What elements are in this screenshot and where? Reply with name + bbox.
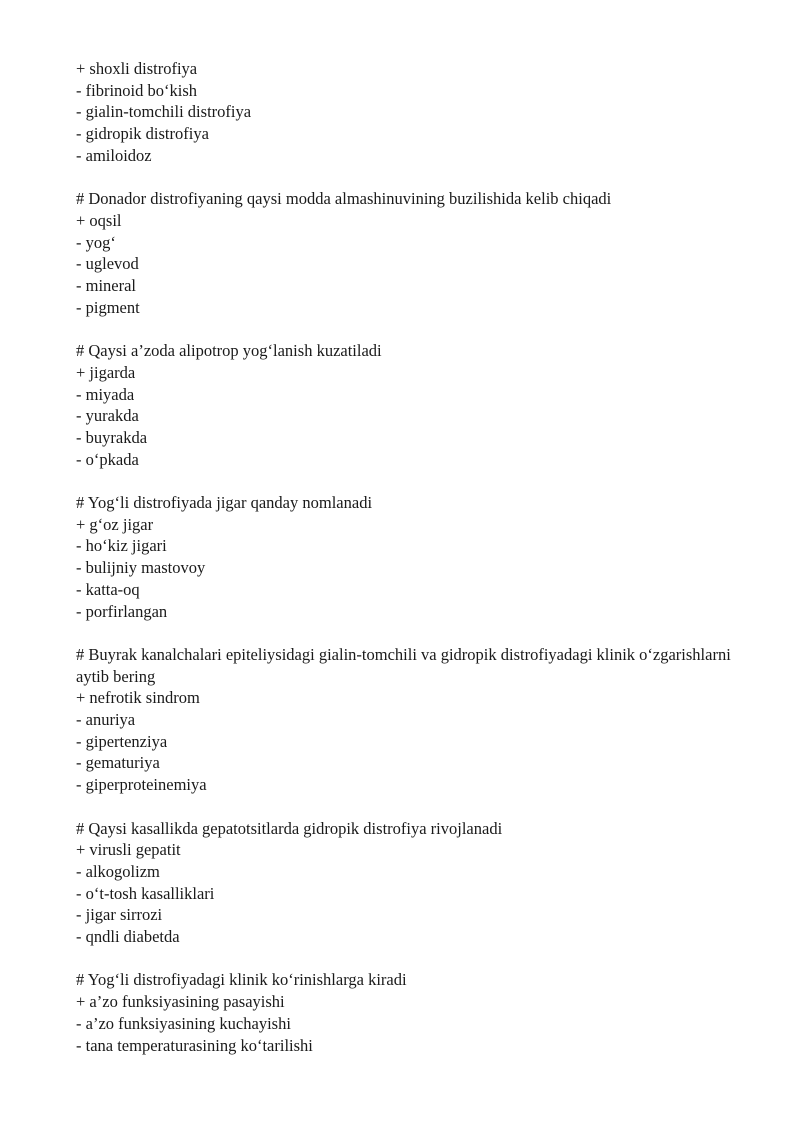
answer-option: - gialin-tomchili distrofiya [76,102,252,122]
answer-option: - a’zo funksiyasining kuchayishi [76,1013,291,1033]
question-text: # Donador distrofiyaning qaysi modda almashinuvining buzilishida kelib chiqadi [76,189,612,209]
question-text: # Qaysi kasallikda gepatotsitlarda gidropik distrofiya rivojlanadi [76,818,503,838]
question-block [76,58,736,167]
document-content [76,58,736,1078]
correct-answer: + jigarda [76,362,136,382]
answer-option: - miyada [76,384,135,404]
correct-answer: + virusli gepatit [76,840,181,860]
correct-answer: + nefrotik sindrom [76,688,200,708]
answer-option: - ho‘kiz jigari [76,536,167,556]
answer-option: - alkogolizm [76,861,160,881]
correct-answer: + g‘oz jigar [76,514,154,534]
answer-option: - pigment [76,297,140,317]
answer-option: - gipertenziya [76,731,168,751]
answer-option: - fibrinoid bo‘kish [76,80,197,100]
answer-option: - tana temperaturasining ko‘tarilishi [76,1035,313,1055]
answer-option: - porfirlangan [76,601,168,621]
answer-option: - uglevod [76,254,139,274]
question-block [76,969,736,1056]
question-block [76,492,736,622]
question-block [76,340,736,470]
correct-answer: + a’zo funksiyasining pasayishi [76,992,285,1012]
question-text: # Qaysi a’zoda alipotrop yog‘lanish kuzatiladi [76,341,382,361]
question-block [76,818,736,948]
answer-option: - giperproteinemiya [76,775,207,795]
answer-option: - gidropik distrofiya [76,124,209,144]
question-block [76,644,736,796]
answer-option: - anuriya [76,710,136,730]
correct-answer: + shoxli distrofiya [76,59,198,78]
question-text: # Yog‘li distrofiyada jigar qanday nomlanadi [76,493,373,513]
answer-option: - buyrakda [76,427,148,447]
answer-option: - yurakda [76,406,139,426]
answer-option: - katta-oq [76,579,140,599]
correct-answer: + oqsil [76,210,122,230]
question-block [76,188,736,318]
answer-option: - bulijniy mastovoy [76,558,206,578]
question-text: # Buyrak kanalchalari epiteliysidagi gialin-tomchili va gidropik distrofiyadagi klinik o‘zgarishlarni aytib bering [76,644,735,686]
answer-option: - o‘t-tosh kasalliklari [76,883,215,903]
answer-option: - amiloidoz [76,145,152,165]
answer-option: - gematuriya [76,753,160,773]
answer-option: - qndli diabetda [76,927,180,947]
answer-option: - yog‘ [76,232,116,252]
answer-option: - o‘pkada [76,449,139,469]
answer-option: - jigar sirrozi [76,905,163,925]
question-text: # Yog‘li distrofiyadagi klinik ko‘rinishlarga kiradi [76,970,407,990]
answer-option: - mineral [76,276,137,296]
